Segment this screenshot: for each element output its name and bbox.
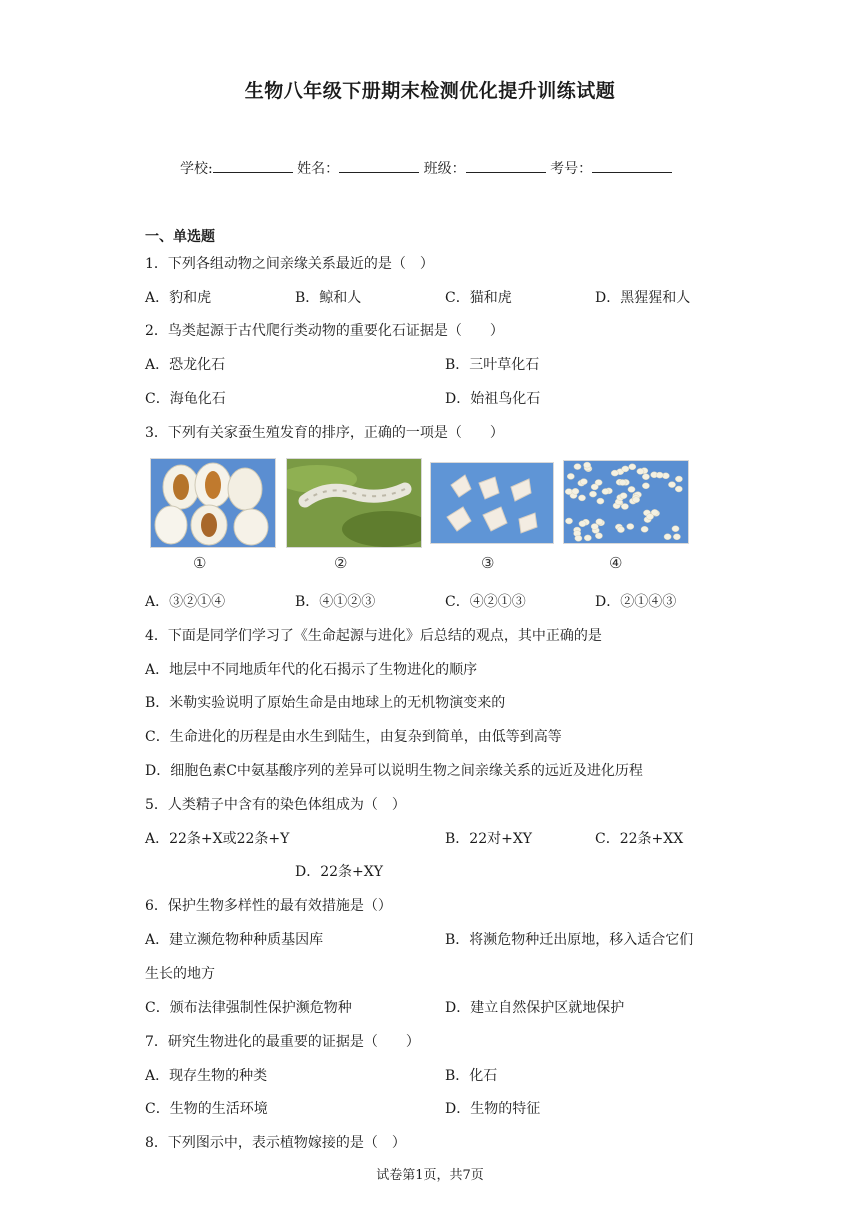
exam-number-label: 考号：	[550, 161, 593, 177]
egg-dot	[672, 526, 679, 532]
egg-dot	[589, 491, 596, 497]
egg-dot	[627, 524, 634, 530]
school-blank	[213, 160, 293, 173]
egg-dot	[611, 470, 618, 476]
silkworm-eggs-illustration	[564, 461, 688, 543]
egg-dot	[617, 527, 624, 533]
egg-dot	[591, 524, 598, 530]
question-7-stem: 7．研究生物进化的最重要的证据是（ ）	[145, 1034, 420, 1050]
egg-dot	[675, 476, 682, 482]
q1-option-c: C．猫和虎	[445, 290, 512, 306]
q3-option-b: B．④①②③	[295, 594, 376, 610]
q4-option-a: A．地层中不同地质年代的化石揭示了生物进化的顺序	[145, 662, 478, 678]
class-blank	[466, 160, 546, 173]
egg-dot	[619, 480, 626, 486]
image-label-2: ②	[334, 554, 348, 572]
q6-option-b: B．将濒危物种迁出原地，移入适合它们	[445, 932, 694, 948]
q1-option-d: D．黑猩猩和人	[595, 290, 691, 306]
q6-option-c: C．颁布法律强制性保护濒危物种	[145, 1000, 352, 1016]
name-label: 姓名：	[297, 161, 340, 177]
q2-option-a: A．恐龙化石	[145, 357, 226, 373]
image-label-4: ④	[609, 554, 623, 572]
silk-moth-illustration	[431, 463, 553, 543]
egg-dot	[642, 474, 649, 480]
egg-dot	[629, 464, 636, 470]
exam-number-blank	[592, 160, 672, 173]
q4-option-b: B．米勒实验说明了原始生命是由地球上的无机物演变来的	[145, 695, 506, 711]
egg-dot	[602, 489, 609, 495]
egg-dot	[595, 533, 602, 539]
egg-dot	[578, 495, 585, 501]
egg-dot	[656, 472, 663, 478]
egg-dot	[575, 535, 582, 541]
question-8-stem: 8．下列图示中，表示植物嫁接的是（ ）	[145, 1135, 406, 1151]
egg-dot	[584, 462, 591, 468]
silkworm-larva-photo	[286, 458, 422, 548]
egg-dot	[579, 521, 586, 527]
silk-moth-photo	[430, 462, 554, 544]
egg-dot	[567, 473, 574, 479]
name-blank	[339, 160, 419, 173]
image-label-1: ①	[193, 554, 207, 572]
q5-option-a: A．22条+X或22条+Y	[145, 831, 290, 847]
q7-option-c: C．生物的生活环境	[145, 1101, 268, 1117]
q7-option-b: B．化石	[445, 1068, 498, 1084]
egg-dot	[574, 464, 581, 470]
egg-dot	[673, 534, 680, 540]
student-info-line	[180, 158, 672, 178]
egg-dot	[572, 488, 579, 494]
q2-option-c: C．海龟化石	[145, 391, 226, 407]
q6-option-d: D．建立自然保护区就地保护	[445, 1000, 625, 1016]
egg-dot	[664, 534, 671, 540]
q6-option-a: A．建立濒危物种种质基因库	[145, 932, 324, 948]
egg-dot	[628, 486, 635, 492]
question-2-stem: 2．鸟类起源于古代爬行类动物的重要化石证据是（ ）	[145, 323, 504, 339]
egg-dot	[637, 468, 644, 474]
class-label: 班级：	[423, 161, 466, 177]
q3-option-d: D．②①④③	[595, 594, 677, 610]
q1-option-b: B．鲸和人	[295, 290, 362, 306]
question-6-stem: 6．保护生物多样性的最有效措施是（）	[145, 898, 392, 914]
q2-option-d: D．始祖鸟化石	[445, 391, 541, 407]
question-4-stem: 4．下面是同学们学习了《生命起源与进化》后总结的观点，其中正确的是	[145, 628, 602, 644]
egg-dot	[584, 535, 591, 541]
egg-dot	[646, 514, 653, 520]
egg-dot	[597, 498, 604, 504]
school-label: 学校:	[180, 161, 213, 177]
silkworm-larva-illustration	[287, 459, 421, 547]
q4-option-c: C．生命进化的历程是由水生到陆生，由复杂到简单，由低等到高等	[145, 729, 562, 745]
q5-option-c: C．22条+XX	[595, 831, 684, 847]
egg-dot	[675, 486, 682, 492]
image-label-3: ③	[481, 554, 495, 572]
cocoon-illustration	[151, 459, 275, 547]
q3-option-c: C．④②①③	[445, 594, 526, 610]
q4-option-d: D．细胞色素C中氨基酸序列的差异可以说明生物之间亲缘关系的远近及进化历程	[145, 763, 643, 779]
silkworm-eggs-photo	[563, 460, 689, 544]
egg-dot	[580, 479, 587, 485]
egg-dot	[620, 493, 627, 499]
q5-option-b: B．22对+XY	[445, 831, 533, 847]
egg-dot	[591, 484, 598, 490]
cocoon-photo	[150, 458, 276, 548]
egg-dot	[641, 526, 648, 532]
q3-option-a: A．③②①④	[145, 594, 226, 610]
section-heading: 一、单选题	[145, 229, 215, 245]
q1-option-a: A．豹和虎	[145, 290, 212, 306]
page-title: 生物八年级下册期末检测优化提升训练试题	[244, 80, 616, 102]
q7-option-d: D．生物的特征	[445, 1101, 541, 1117]
page-footer: 试卷第1页，共7页	[376, 1168, 484, 1183]
q2-option-b: B．三叶草化石	[445, 357, 540, 373]
q7-option-a: A．现存生物的种类	[145, 1068, 268, 1084]
question-5-stem: 5．人类精子中含有的染色体组成为（ ）	[145, 797, 406, 813]
egg-dot	[565, 489, 572, 495]
q6-option-b-continued: 生长的地方	[145, 966, 215, 982]
q5-option-d: D．22条+XY	[295, 864, 383, 880]
egg-dot	[642, 483, 649, 489]
egg-dot	[565, 518, 572, 524]
question-3-stem: 3．下列有关家蚕生殖发育的排序，正确的一项是（ ）	[145, 425, 504, 441]
egg-dot	[633, 497, 640, 503]
question-1-stem: 1．下列各组动物之间亲缘关系最近的是（ ）	[145, 256, 434, 272]
egg-dot	[668, 482, 675, 488]
egg-dot	[622, 466, 629, 472]
